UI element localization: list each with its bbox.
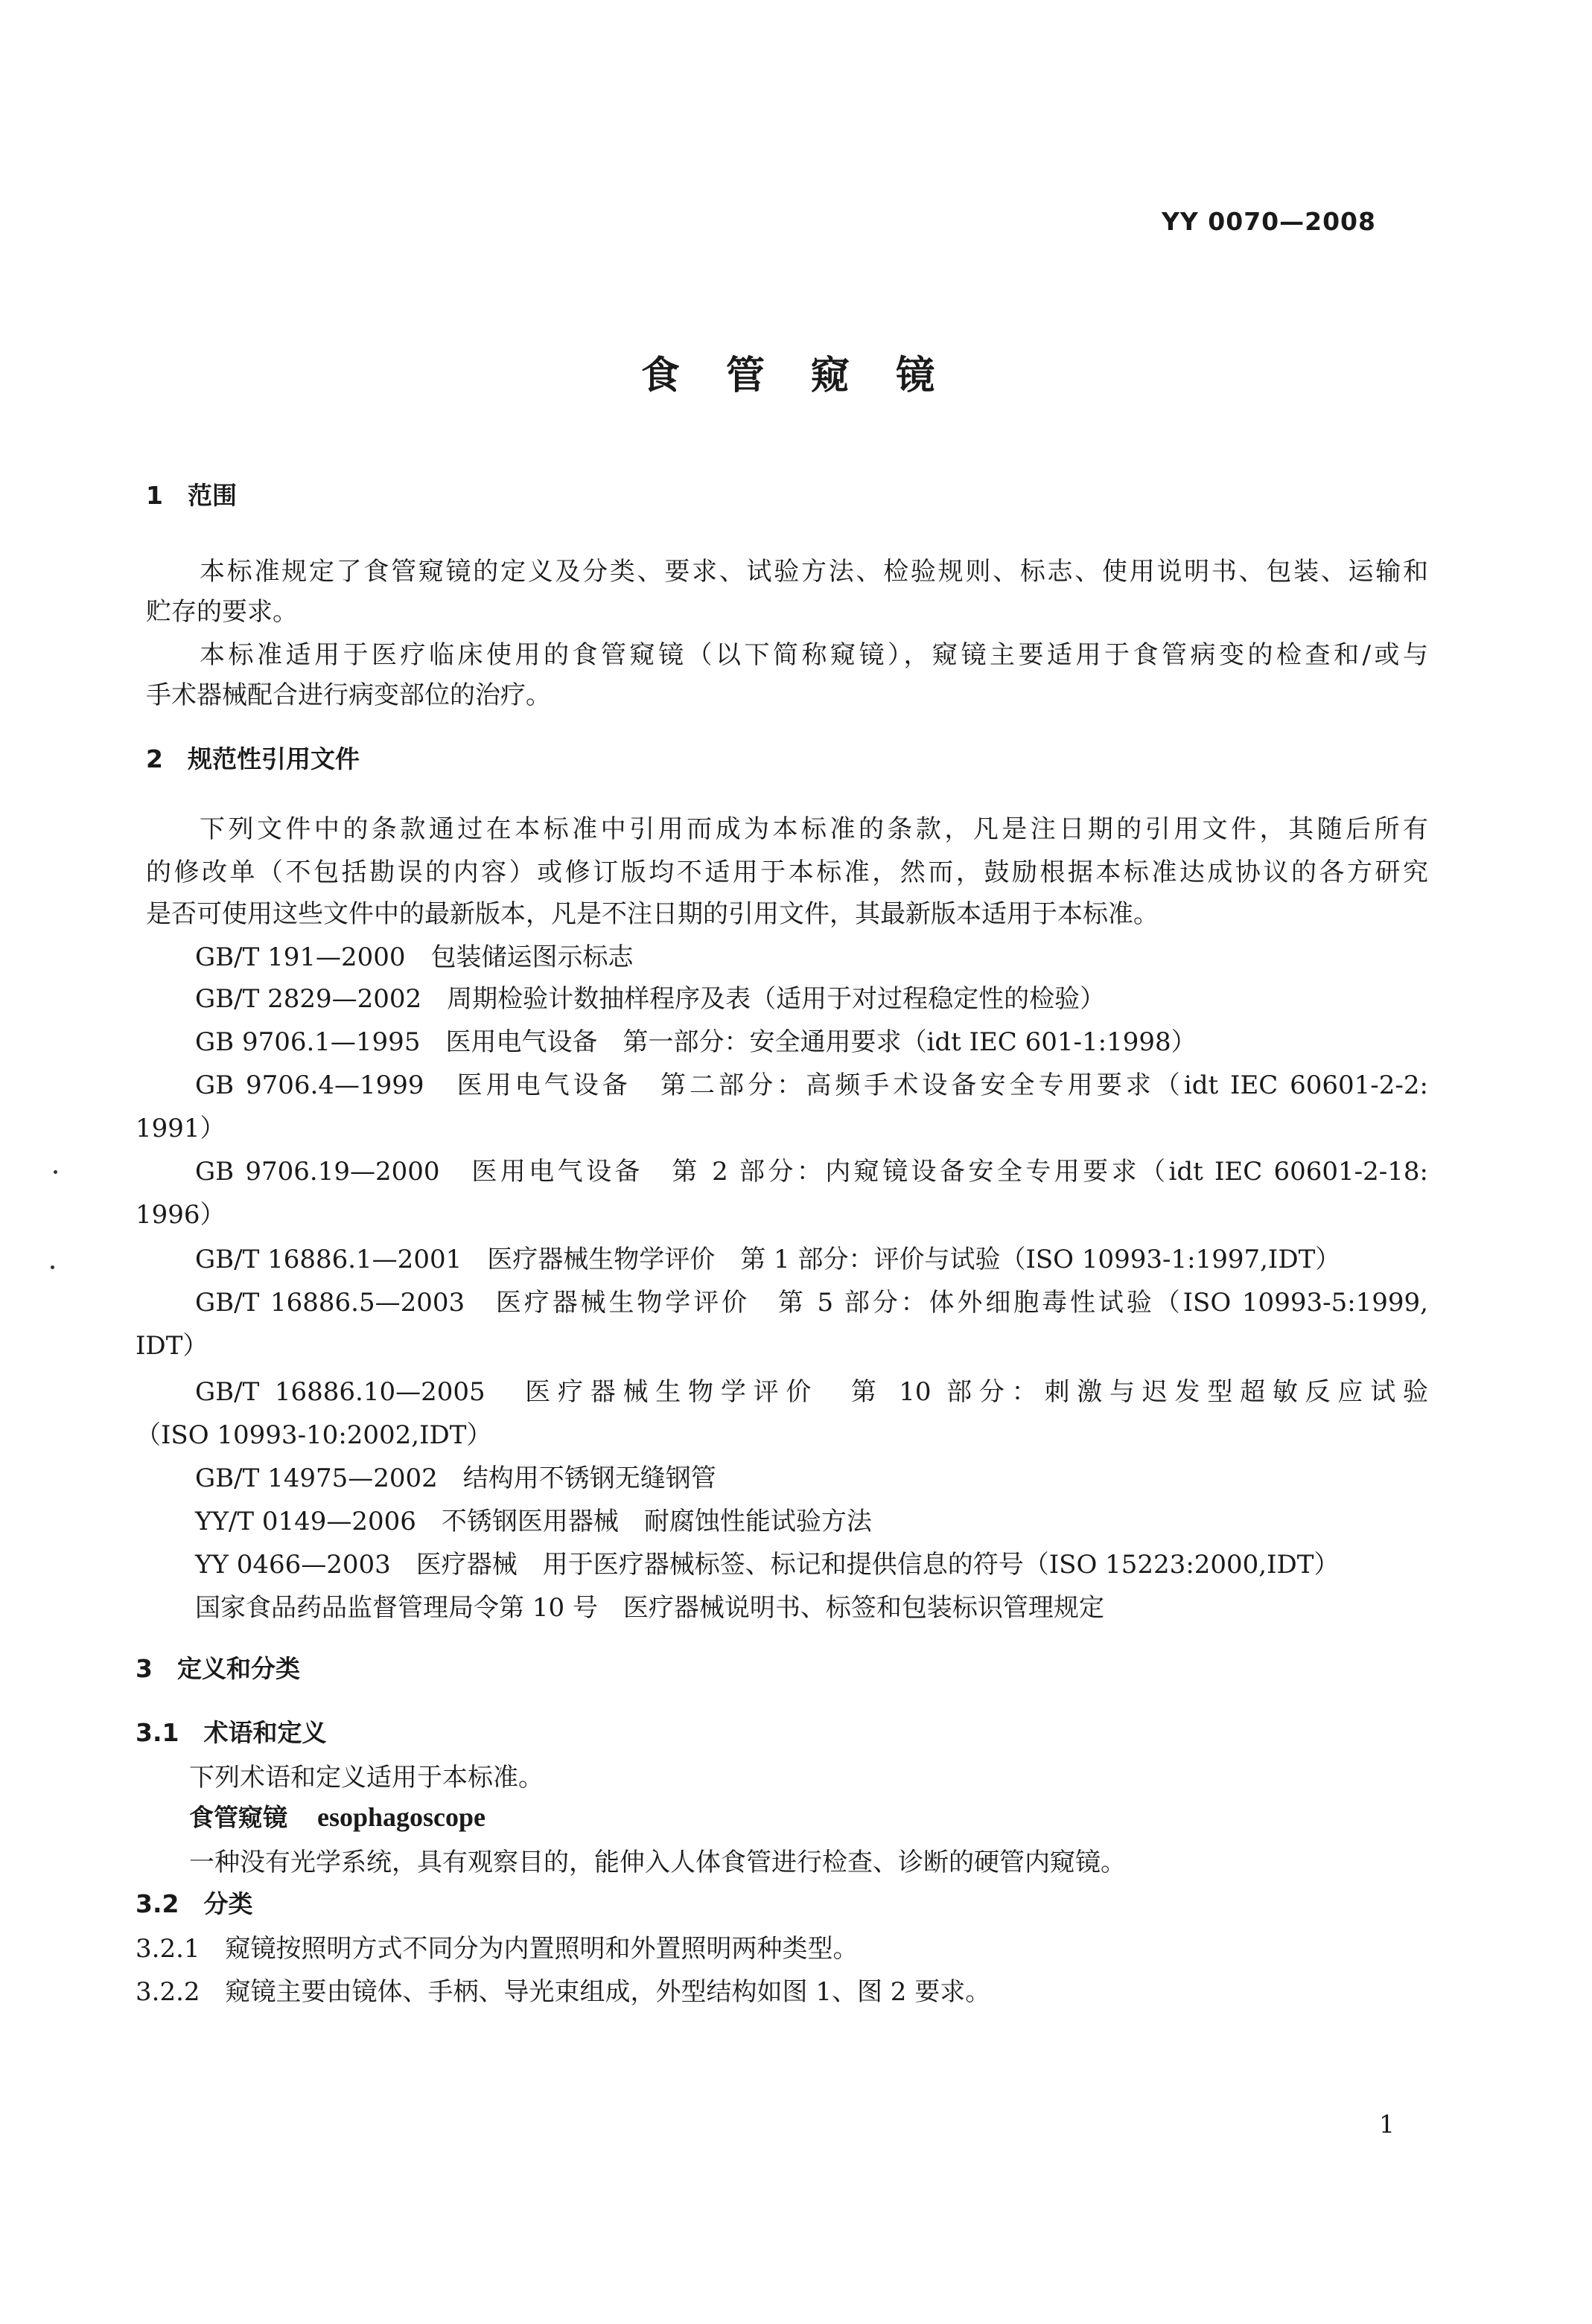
reference-item-continued: 1991） [136, 1114, 226, 1143]
reference-item-continued: 1996） [136, 1200, 226, 1230]
scan-speck [54, 1170, 57, 1174]
refs-intro-line-3: 是否可使用这些文件中的最新版本，凡是不注日期的引用文件，其最新版本适用于本标准。 [146, 899, 1159, 929]
reference-item: GB/T 14975—2002 结构用不锈钢无缝钢管 [195, 1463, 716, 1493]
section-3-1-heading: 3.1 术语和定义 [136, 1718, 327, 1747]
terms-intro: 下列术语和定义适用于本标准。 [189, 1763, 544, 1793]
term-chinese: 食管窥镜 [189, 1803, 287, 1832]
term-definition: 一种没有光学系统，具有观察目的，能伸入人体食管进行检查、诊断的硬管内窥镜。 [189, 1848, 1126, 1877]
refs-intro-line-2: 的修改单（不包括勘误的内容）或修订版均不适用于本标准，然而，鼓励根据本标准达成协议的各方研究 [146, 858, 1428, 887]
section-3-2-heading: 3.2 分类 [136, 1889, 253, 1918]
section-3-heading: 3 定义和分类 [136, 1654, 300, 1683]
reference-item-continued: （ISO 10993-10:2002,IDT） [136, 1420, 492, 1450]
reference-item: GB 9706.1—1995 医用电气设备 第一部分：安全通用要求（idt IEC 601-1:1998） [195, 1027, 1197, 1057]
reference-item: GB/T 2829—2002 周期检验计数抽样程序及表（适用于对过程稳定性的检验） [195, 984, 1106, 1014]
scope-para-2-line-1: 本标准适用于医疗临床使用的食管窥镜（以下简称窥镜），窥镜主要适用于食管病变的检查和/或与 [200, 640, 1428, 670]
reference-item: YY/T 0149—2006 不锈钢医用器械 耐腐蚀性能试验方法 [195, 1507, 872, 1536]
page-number: 1 [1379, 2110, 1395, 2139]
term-english: esophagoscope [317, 1802, 486, 1832]
reference-item: 国家食品药品监督管理局令第 10 号 医疗器械说明书、标签和包装标识管理规定 [195, 1593, 1104, 1623]
reference-item: GB/T 16886.5—2003 医疗器械生物学评价 第 5 部分：体外细胞毒性试验（ISO 10993-5:1999, [195, 1288, 1428, 1318]
reference-item-continued: IDT） [136, 1331, 208, 1361]
document-title: 食 管 窥 镜 [640, 354, 952, 398]
section-1-heading: 1 范围 [146, 481, 237, 510]
scope-para-1-line-1: 本标准规定了食管窥镜的定义及分类、要求、试验方法、检验规则、标志、使用说明书、包装、运输和 [200, 557, 1428, 587]
reference-item: GB/T 16886.1—2001 医疗器械生物学评价 第 1 部分：评价与试验（ISO 10993-1:1997,IDT） [195, 1245, 1341, 1274]
reference-item: YY 0466—2003 医疗器械 用于医疗器械标签、标记和提供信息的符号（ISO 15223:2000,IDT） [195, 1550, 1340, 1580]
clause-3-2-2: 3.2.2 窥镜主要由镜体、手柄、导光束组成，外型结构如图 1、图 2 要求。 [136, 1977, 991, 2007]
reference-item: GB 9706.19—2000 医用电气设备 第 2 部分：内窥镜设备安全专用要求（idt IEC 60601-2-18: [195, 1157, 1428, 1187]
section-2-heading: 2 规范性引用文件 [146, 744, 360, 773]
scope-para-2-line-2: 手术器械配合进行病变部位的治疗。 [146, 680, 551, 710]
reference-item: GB/T 191—2000 包装储运图示标志 [195, 942, 634, 972]
reference-item: GB 9706.4—1999 医用电气设备 第二部分：高频手术设备安全专用要求（idt IEC 60601-2-2: [195, 1070, 1428, 1100]
clause-3-2-1: 3.2.1 窥镜按照明方式不同分为内置照明和外置照明两种类型。 [136, 1934, 859, 1964]
refs-intro-line-1: 下列文件中的条款通过在本标准中引用而成为本标准的条款，凡是注日期的引用文件，其随后所有 [200, 814, 1428, 844]
standard-code: YY 0070—2008 [1162, 207, 1376, 236]
scope-para-1-line-2: 贮存的要求。 [146, 597, 298, 627]
scan-speck [51, 1265, 54, 1269]
term-entry [189, 1798, 485, 1833]
reference-item: GB/T 16886.10—2005 医疗器械生物学评价 第 10 部分：刺激与迟发型超敏反应试验 [195, 1377, 1428, 1407]
